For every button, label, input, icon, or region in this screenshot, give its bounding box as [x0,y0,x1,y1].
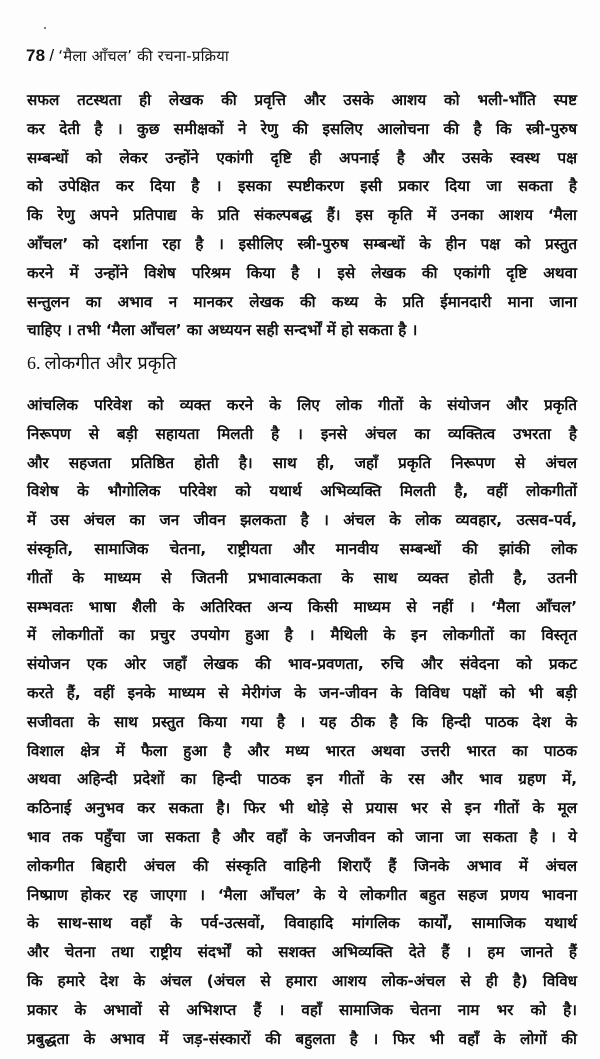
text-line: करने में उन्होंने विशेष परिश्रम किया है । इसे लेखक की एकांगी दृष्टि अथवा [27,263,577,282]
text-line: को उपेक्षित कर दिया है । इसका स्पष्टीकरण इसी प्रकार दिया जा सकता है [27,177,577,196]
text-line: में लोकगीतों का प्रचुर उपयोग हुआ है । मैथिली के इन लोकगीतों का विस्तृत [27,626,577,645]
text-line: सम्बन्धों को लेकर उन्होंने एकांगी दृष्टि ही अपनाई है और उसके स्वस्थ पक्ष [27,148,577,167]
paragraph-lokgeet [27,391,577,1053]
text-line: में उस अंचल का जन जीवन झलकता है । अंचल के लोक व्यवहार, उत्सव-पर्व, [27,511,577,530]
text-line: करते हैं, वहीं इनके माध्यम से मेरीगंज के जन-जीवन के विविध पक्षों को भी बड़ी [27,683,577,702]
text-line: आँचल’ को दर्शाना रहा है । इसीलिए स्त्री-पुरुष सम्बन्धों के हीन पक्ष को प्रस्तुत [27,234,577,253]
section-heading [27,351,176,375]
text-line: विशेष के भौगोलिक परिवेश को यथार्थ अभिव्यक्ति मिलती है, वहीं लोकगीतों [27,482,577,501]
text-line: संयोजन एक ओर जहाँ लेखक की भाव-प्रवणता, रुचि और संवेदना को प्रकट [27,655,577,674]
text-line: निष्प्राण होकर रह जाएगा । ‘मैला आँचल’ के ये लोकगीत बहुत सहज प्रणय भावना [27,885,577,904]
text-line: संस्कृति, सामाजिक चेतना, राष्ट्रीयता और मानवीय सम्बन्धों की झांकी लोक [27,539,577,558]
text-line: भाव तक पहुँचा जा सकता है और वहाँ के जनजीवन को जाना जा सकता है । ये [27,827,577,846]
text-line: गीतों के माध्यम से जितनी प्रभावात्मकता के साथ व्यक्त होती है, उतनी [27,568,577,587]
paragraph-continued [27,86,577,345]
running-head-separator: / [49,46,55,65]
text-line: प्रकार के अभावों से अभिशप्त हैं । वहाँ सामाजिक चेतना नाम भर को है। [27,1000,577,1019]
text-line: सजीवता के साथ प्रस्तुत किया गया है । यह ठीक है कि हिन्दी पाठक देश के [27,712,577,731]
text-line: निरूपण से बड़ी सहायता मिलती है । इनसे अंचल का व्यक्तित्व उभरता है [27,424,577,443]
text-line-last: चाहिए । तभी ‘मैला आँचल’ का अध्ययन सही सन्दर्भों में हो सकता है । [27,321,418,340]
text-line: सम्भवतः भाषा शैली के अतिरिक्त अन्य किसी माध्यम से नहीं । ‘मैला आँचल’ [27,597,577,616]
text-line: कि रेणु अपने प्रतिपाद्य के प्रति संकल्पबद्ध हैं। इस कृति में उनका आशय ‘मैला [27,206,577,225]
text-line: कर देती है । कुछ समीक्षकों ने रेणु की इसलिए आलोचना की है कि स्त्री-पुरुष [27,119,577,138]
text-line: के साथ-साथ वहाँ के पर्व-उत्सवों, विवाहादि मांगलिक कार्यों, सामाजिक यथार्थ [27,914,577,933]
page-number: 78 [26,46,46,65]
text-line: विशाल क्षेत्र में फैला हुआ है और मध्य भारत अथवा उत्तरी भारत का पाठक [27,741,577,760]
text-line: और सहजता प्रतिष्ठित होती है। साथ ही, जहाँ प्रकृति निरूपण से अंचल [27,453,577,472]
text-line: कि हमारे देश के अंचल (अंचल से हमारा आशय लोक-अंचल से ही है) विविध [27,971,577,990]
text-line: सन्तुलन का अभाव न मानकर लेखक की कथ्य के प्रति ईमानदारी माना जाना [27,292,577,311]
text-line: आंचलिक परिवेश को व्यक्त करने के लिए लोक गीतों के संयोजन और प्रकृति [27,396,577,414]
text-line: अथवा अहिन्दी प्रदेशों का हिन्दी पाठक इन गीतों के रस और भाव ग्रहण में, [27,770,577,789]
text-line: लोकगीत बिहारी अंचल की संस्कृति वाहिनी शिराएँ हैं जिनके अभाव में अंचल [27,856,577,875]
text-line: कठिनाई अनुभव कर सकता है। फिर भी थोड़े से प्रयास भर से इन गीतों के मूल [27,799,577,818]
text-line: प्रबुद्धता के अभाव में जड़-संस्कारों की बहुलता है । फिर भी वहाँ के लोगों की [27,1029,577,1048]
scan-speck [44,27,46,29]
text-line: सफल तटस्थता ही लेखक की प्रवृत्ति और उसके आशय को भली-भाँति स्पष्ट [27,91,577,109]
section-title: लोकगीत और प्रकृति [44,353,177,374]
text-line: और चेतना तथा राष्ट्रीय संदर्भों को सशक्त अभिव्यक्ति देते हैं । हम जानते हैं [27,943,577,962]
section-number: 6. [27,353,41,373]
running-head-title: ‘मैला आँचल’ की रचना-प्रक्रिया [58,47,229,65]
running-head [26,46,229,66]
